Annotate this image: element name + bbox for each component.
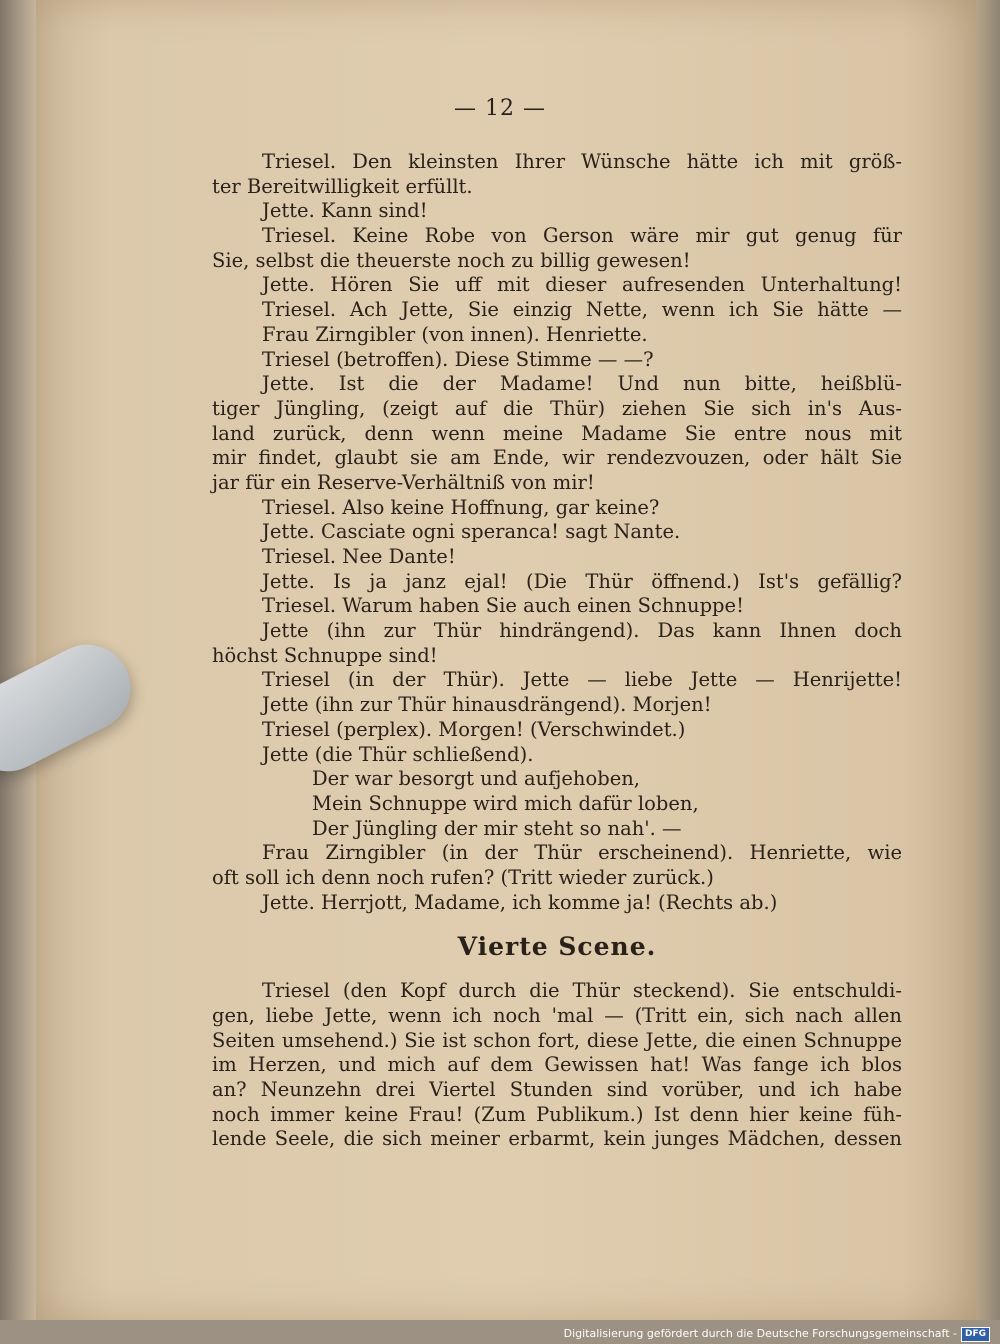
text-line: Triesel. Also keine Hoffnung, gar keine? — [262, 495, 660, 519]
text-line: Frau Zirngibler (von innen). Henriette. — [262, 322, 648, 346]
text-line: Seiten umsehend.) Sie ist schon fort, diese Jette, die einen Schnuppe — [212, 1028, 902, 1052]
text-line: lende Seele, die sich meiner erbarmt, kein junges Mädchen, dessen — [212, 1127, 902, 1151]
text-line: Jette (ihn zur Thür hindrängend). Das kann Ihnen doch — [262, 619, 902, 643]
text-line: jar für ein Reserve-Verhältniß von mir! — [212, 470, 595, 494]
text-line: Der war besorgt und aufjehoben, — [312, 767, 641, 791]
text-line: land zurück, denn wenn meine Madame Sie entre nous mit — [212, 421, 902, 445]
text-line: Triesel (den Kopf durch die Thür steckend). Sie entschuldi- — [262, 979, 902, 1003]
page-text — [212, 150, 902, 1152]
text-line: Triesel. Keine Robe von Gerson wäre mir gut genug für — [262, 224, 902, 248]
footer-text: Digitalisierung gefördert durch die Deutsche Forschungsgemeinschaft - — [563, 1327, 957, 1340]
text-line: Triesel. Warum haben Sie auch einen Schnuppe! — [262, 594, 744, 618]
text-line: höchst Schnuppe sind! — [212, 643, 438, 667]
text-line: im Herzen, und mich auf dem Gewissen hat! Was fange ich blos — [212, 1053, 902, 1077]
text-line: Jette. Kann sind! — [262, 199, 428, 223]
text-line: Jette. Hören Sie uff mit dieser aufresenden Unterhaltung! — [262, 273, 902, 297]
page-edge — [976, 0, 1000, 1320]
dfg-logo: DFG — [961, 1327, 990, 1342]
text-line: mir findet, glaubt sie am Ende, wir rendezvouzen, oder hält Sie — [212, 446, 902, 470]
text-line: Jette. Ist die der Madame! Und nun bitte, heißblü- — [262, 372, 902, 396]
text-line: Jette. Herrjott, Madame, ich komme ja! (Rechts ab.) — [262, 890, 778, 914]
text-line: Triesel. Nee Dante! — [262, 545, 456, 568]
text-line: Triesel (betroffen). Diese Stimme — —? — [262, 347, 654, 371]
dialogue-block-1 — [212, 150, 902, 915]
scene-heading: Vierte Scene. — [457, 932, 657, 962]
text-line: gen, liebe Jette, wenn ich noch 'mal — (Tritt ein, sich nach allen — [212, 1004, 902, 1027]
text-line: Frau Zirngibler (in der Thür erscheinend). Henriette, wie — [262, 841, 902, 865]
text-line: Sie, selbst die theuerste noch zu billig gewesen! — [212, 248, 691, 272]
text-line: Triesel. Ach Jette, Sie einzig Nette, wenn ich Sie hätte — — [262, 298, 902, 322]
text-line: Jette (die Thür schließend). — [262, 742, 534, 766]
text-line: Triesel (in der Thür). Jette — liebe Jette — Henrijette! — [262, 668, 902, 692]
text-line: oft soll ich denn noch rufen? (Tritt wieder zurück.) — [212, 865, 714, 889]
text-line: an? Neunzehn drei Viertel Stunden sind vorüber, und ich habe — [212, 1078, 902, 1102]
text-line: Der Jüngling der mir steht so nah'. — — [312, 816, 682, 840]
text-line: Jette. Casciate ogni speranca! sagt Nante. — [262, 520, 681, 544]
text-line: Jette. Is ja janz ejal! (Die Thür öffnend.) Ist's gefällig? — [262, 569, 902, 593]
text-line: noch immer keine Frau! (Zum Publikum.) Ist denn hier keine füh- — [212, 1102, 902, 1126]
digitization-footer — [564, 1326, 990, 1342]
text-line: Triesel (perplex). Morgen! (Verschwindet.) — [262, 717, 686, 741]
dialogue-block-2 — [212, 979, 902, 1152]
text-line: Jette (ihn zur Thür hinausdrängend). Morjen! — [262, 693, 712, 717]
page-number: — 12 — — [454, 96, 546, 121]
text-line: Triesel. Den kleinsten Ihrer Wünsche hätte ich mit größ- — [262, 150, 902, 173]
text-line: Mein Schnuppe wird mich dafür loben, — [312, 791, 699, 815]
text-line: tiger Jüngling, (zeigt auf die Thür) ziehen Sie sich in's Aus- — [212, 396, 902, 420]
text-line: ter Bereitwilligkeit erfüllt. — [212, 174, 473, 198]
